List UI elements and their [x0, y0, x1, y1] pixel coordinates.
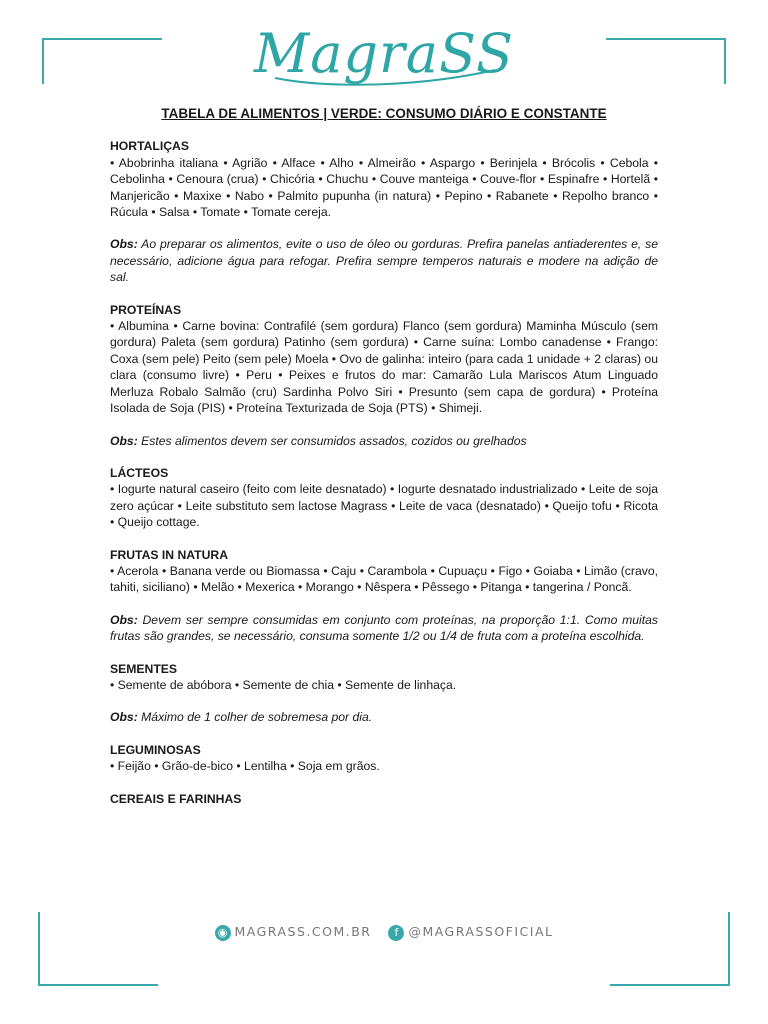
- footer-social[interactable]: @MAGRASSOFICIAL: [408, 924, 554, 939]
- section-lacteos: [110, 465, 658, 531]
- footer-website[interactable]: MAGRASS.COM.BR: [234, 924, 372, 939]
- section-text: • Acerola • Banana verde ou Biomassa • Caju • Carambola • Cupuaçu • Figo • Goiaba • Limão (cravo, tahiti, siciliano) • Melão • Mexerica • Morango • Nêspera • Pêssego • Pitanga • tangerina / Poncã.: [110, 563, 658, 595]
- obs-text: Devem ser sempre consumidas em conjunto com proteínas, na proporção 1:1. Como muitas frutas são grandes, se necessário, consuma somente 1/2 ou 1/4 de fruta com a proteína escolhida.: [110, 612, 658, 644]
- obs-text: Estes alimentos devem ser consumidos assados, cozidos ou grelhados: [137, 433, 527, 448]
- section-text: • Semente de abóbora • Semente de chia • Semente de linhaça.: [110, 677, 457, 692]
- obs-label: Obs:: [110, 237, 138, 252]
- section-hortalicas: [110, 138, 658, 220]
- section-heading: CEREAIS E FARINHAS: [110, 791, 242, 806]
- section-heading: LEGUMINOSAS: [110, 742, 201, 757]
- section-text: • Iogurte natural caseiro (feito com leite desnatado) • Iogurte desnatado industrializado • Leite de soja zero açúcar • Leite substituto sem lactose Magrass • Leite de vaca (desnatado) • Queijo tofu • Ricota • Queijo cottage.: [110, 482, 658, 530]
- section-heading: LÁCTEOS: [110, 465, 169, 480]
- obs-text: Ao preparar os alimentos, evite o uso de óleo ou gorduras. Prefira panelas antiaderentes e, se necessário, adicione água para refogar. Prefira sempre temperos naturais e modere na adição de sal.: [110, 237, 658, 285]
- obs-label: Obs:: [110, 710, 138, 725]
- footer: [0, 924, 768, 941]
- obs-note: [110, 433, 658, 449]
- section-frutas: [110, 547, 658, 596]
- section-proteinas: [110, 302, 658, 417]
- section-text: • Abobrinha italiana • Agrião • Alface • Alho • Almeirão • Aspargo • Berinjela • Brócolis • Cebola • Cebolinha • Cenoura (crua) • Chicória • Chuchu • Couve manteiga • Couve-flor • Espinafre • Hortelã • Manjericão • Maxixe • Nabo • Palmito pupunha (in natura) • Pepino • Rabanete • Repolho branco • Rúcula • Salsa • Tomate • Tomate cereja.: [110, 155, 658, 220]
- obs-note: [110, 612, 658, 645]
- facebook-icon: f: [388, 925, 404, 941]
- obs-label: Obs:: [110, 612, 138, 627]
- obs-text: Máximo de 1 colher de sobremesa por dia.: [137, 710, 373, 725]
- section-sementes: [110, 661, 658, 694]
- section-heading: FRUTAS IN NATURA: [110, 547, 229, 562]
- section-text: • Albumina • Carne bovina: Contrafilé (sem gordura) Flanco (sem gordura) Maminha Músculo (sem gordura) Paleta (sem gordura) Patinho (sem gordura) • Carne suína: Lombo canadense • Frango: Coxa (sem pele) Peito (sem pele) Moela • Ovo de galinha: inteiro (para cada 1 unidade + 2 claras) ou clara (consumo livre) • Peru • Peixes e frutos do mar: Camarão Lula Mariscos Atum Linguado Merluza Robalo Salmão (cru) Sardinha Polvo Siri • Presunto (sem capa de gordura) • Proteína Isolada de Soja (PIS) • Proteína Texturizada de Soja (PTS) • Shimeji.: [110, 319, 658, 416]
- brand-logo: MagraSS: [253, 22, 515, 85]
- section-heading: PROTEÍNAS: [110, 302, 182, 317]
- section-heading: HORTALIÇAS: [110, 139, 189, 154]
- obs-note: [110, 236, 658, 285]
- section-cereais: [110, 791, 658, 807]
- document-title: TABELA DE ALIMENTOS | VERDE: CONSUMO DIÁRIO E CONSTANTE: [161, 106, 607, 121]
- section-text: • Feijão • Grão-de-bico • Lentilha • Soja em grãos.: [110, 759, 380, 774]
- globe-icon: ◉: [215, 925, 231, 941]
- obs-label: Obs:: [110, 433, 138, 448]
- obs-note: [110, 709, 658, 725]
- section-heading: SEMENTES: [110, 661, 178, 676]
- document-body: [110, 106, 658, 823]
- section-leguminosas: [110, 742, 658, 775]
